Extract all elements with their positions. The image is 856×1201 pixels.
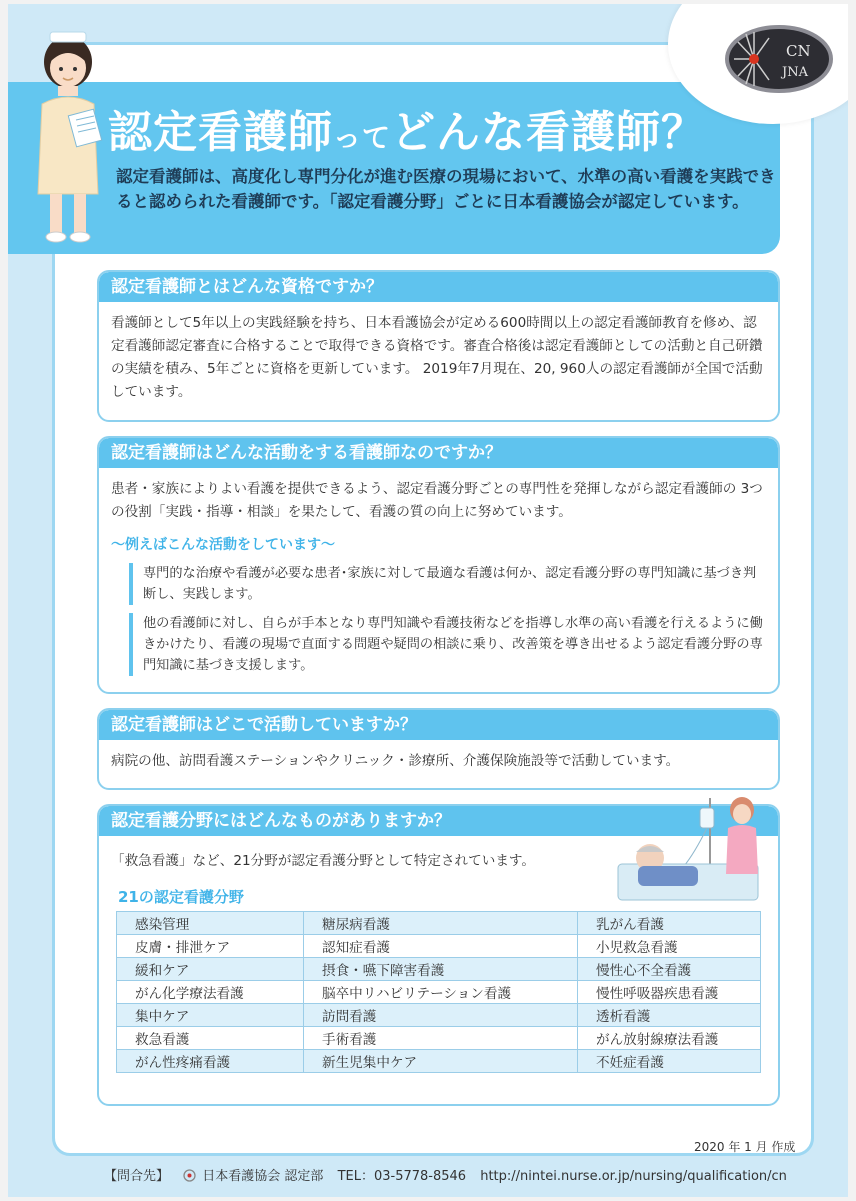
example-heading: 〜例えばこんな活動をしています〜 bbox=[111, 537, 335, 553]
table-cell: 慢性呼吸器疾患看護 bbox=[578, 981, 761, 1004]
table-cell: 訪問看護 bbox=[304, 1004, 578, 1027]
table-cell: 手術看護 bbox=[304, 1027, 578, 1050]
section-body: 「救急看護」など、21分野が認定看護分野として特定されています。 bbox=[111, 853, 536, 869]
phone-number: TEL：03-5778-8546 bbox=[337, 1169, 467, 1184]
patient-care-illustration bbox=[614, 794, 764, 904]
table-cell: がん性疼痛看護 bbox=[117, 1050, 304, 1073]
table-cell: がん放射線療法看護 bbox=[578, 1027, 761, 1050]
fields-table bbox=[116, 911, 761, 1073]
section-title: 認定看護分野にはどんなものがありますか？ bbox=[99, 806, 778, 836]
table-cell: 不妊症看護 bbox=[578, 1050, 761, 1073]
svg-text:CN: CN bbox=[786, 42, 811, 60]
table-cell: 感染管理 bbox=[117, 912, 304, 935]
section-workplaces bbox=[97, 708, 780, 790]
cn-jna-badge-icon bbox=[724, 24, 834, 94]
table-cell: 救急看護 bbox=[117, 1027, 304, 1050]
table-row bbox=[117, 1027, 761, 1050]
table-cell: 透析看護 bbox=[578, 1004, 761, 1027]
section-body bbox=[99, 468, 778, 676]
fields-heading: 21の認定看護分野 bbox=[118, 888, 244, 906]
page-title: 認定看護師ってどんな看護師？ bbox=[108, 107, 707, 158]
table-cell: 小児救急看護 bbox=[578, 935, 761, 958]
footer-contact bbox=[104, 1165, 797, 1184]
table-row bbox=[117, 958, 761, 981]
section-title: 認定看護師とはどんな資格ですか？ bbox=[99, 272, 778, 302]
table-cell: 新生児集中ケア bbox=[304, 1050, 578, 1073]
section-body: 病院の他、訪問看護ステーションやクリニック・診療所、介護保険施設等で活動しています。 bbox=[111, 753, 680, 769]
table-cell: 緩和ケア bbox=[117, 958, 304, 981]
table-cell: 認知症看護 bbox=[304, 935, 578, 958]
svg-text:JNA: JNA bbox=[782, 65, 808, 80]
section-activities bbox=[97, 436, 780, 694]
table-cell: がん化学療法看護 bbox=[117, 981, 304, 1004]
table-cell: 乳がん看護 bbox=[578, 912, 761, 935]
section-qualification bbox=[97, 270, 780, 422]
table-row bbox=[117, 1050, 761, 1073]
section-body: 看護師として5年以上の実践経験を持ち、日本看護協会が定める600時間以上の認定看護師教育を修め、認定看護師認定審査に合格することで取得できる資格です。審査合格後は認定看護師としての活動と自己研鑽の実績を積み、5年ごとに資格を更新しています。 2019年7月現在、20, 960人の認定看護師が全国で活動しています。 bbox=[111, 315, 763, 400]
table-row bbox=[117, 912, 761, 935]
table-row bbox=[117, 981, 761, 1004]
nurse-illustration bbox=[28, 24, 108, 249]
website-link[interactable]: http://nintei.nurse.or.jp/nursing/qualification/cn bbox=[480, 1169, 787, 1184]
creation-date: 2020 年 1 月 作成 bbox=[694, 1140, 796, 1154]
table-row bbox=[117, 935, 761, 958]
example-item: 専門的な治療や看護が必要な患者･家族に対して最適な看護は何か、認定看護分野の専門知識に基づき判断し、実践します。 bbox=[129, 563, 766, 605]
table-cell: 皮膚・排泄ケア bbox=[117, 935, 304, 958]
table-cell: 摂食・嚥下障害看護 bbox=[304, 958, 578, 981]
activities-text: 患者・家族によりよい看護を提供できるよう、認定看護分野ごとの専門性を発揮しながら認定看護師の 3つの役割「実践・指導・相談」を果たして、看護の質の向上に努めています。 bbox=[111, 481, 763, 520]
brochure-page bbox=[8, 4, 848, 1197]
org-name: 日本看護協会 認定部 bbox=[202, 1169, 324, 1184]
table-cell: 脳卒中リハビリテーション看護 bbox=[304, 981, 578, 1004]
table-cell: 糖尿病看護 bbox=[304, 912, 578, 935]
table-cell: 慢性心不全看護 bbox=[578, 958, 761, 981]
section-title: 認定看護師はどんな活動をする看護師なのですか？ bbox=[99, 438, 778, 468]
table-row bbox=[117, 1004, 761, 1027]
section-title: 認定看護師はどこで活動していますか？ bbox=[99, 710, 778, 740]
table-cell: 集中ケア bbox=[117, 1004, 304, 1027]
hero-description: 認定看護師は、高度化し専門分化が進む医療の現場において、水準の高い看護を実践できると認められた看護師です。「認定看護分野」ごとに日本看護協会が認定しています。 bbox=[116, 167, 776, 211]
contact-label: 【問合先】 bbox=[104, 1169, 170, 1184]
jna-logo-icon bbox=[183, 1169, 196, 1182]
example-item: 他の看護師に対し、自らが手本となり専門知識や看護技術などを指導し水準の高い看護を行えるように働きかけたり、看護の現場で直面する問題や疑問の相談に乗り、改善策を導き出せるよう認定看護分野の専門知識に基づき支援します。 bbox=[129, 613, 766, 676]
